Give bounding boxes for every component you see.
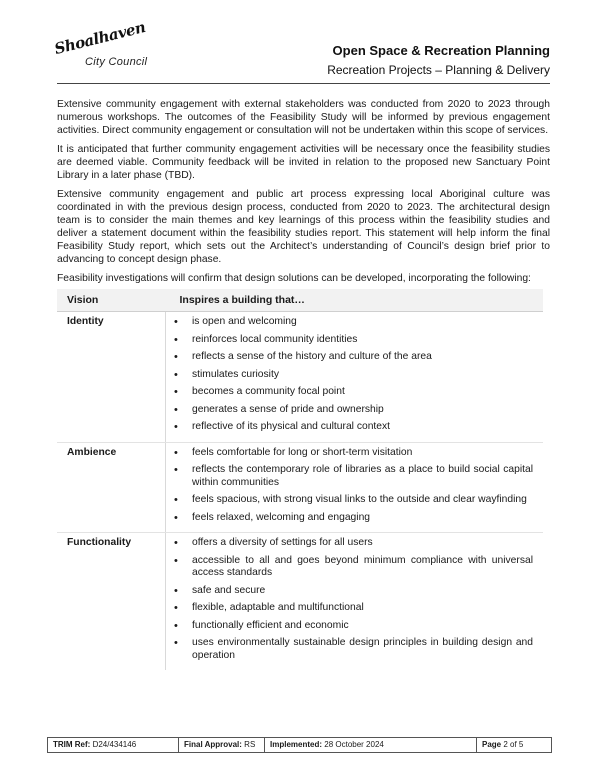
list-item: • flexible, adaptable and multifunctional [170, 602, 533, 615]
footer-approval-value: RS [244, 740, 256, 749]
list-item: • safe and secure [170, 585, 533, 598]
table-header-row [57, 289, 543, 312]
footer-trim-value: D24/434146 [92, 740, 137, 749]
vision-cell: Identity [57, 312, 166, 443]
list-item: • offers a diversity of settings for all users [170, 537, 533, 550]
bullet-list [170, 316, 533, 434]
column-header-inspires: Inspires a building that… [166, 289, 544, 312]
list-item: • reflects the contemporary role of libraries as a place to build social capital within communities [170, 464, 533, 489]
list-item: • feels relaxed, welcoming and engaging [170, 512, 533, 525]
paragraph: Extensive community engagement and public art process expressing local Aboriginal culture was coordinated in with the previous design process, conducted from 2020 to 2023. The architectural design team is to consider the main themes and key learnings of this process within the feasibility studies and deliver a statement document within the feasibility studies report. This statement will help inform the final Feasibility Study report, which sets out the Architect’s understanding of Council’s design brief prior to advancing to concept design phase. [57, 189, 550, 265]
footer-implemented [265, 738, 477, 752]
footer-page-value: 2 of 5 [503, 740, 524, 749]
list-item: • accessible to all and goes beyond minimum compliance with universal access standards [170, 555, 533, 580]
table-row [57, 312, 543, 443]
inspires-cell [166, 533, 544, 671]
table-row [57, 533, 543, 671]
vision-cell: Functionality [67, 537, 132, 548]
list-item: • becomes a community focal point [170, 386, 533, 399]
footer-implemented-value: 28 October 2024 [324, 740, 384, 749]
header-title: Open Space & Recreation Planning [332, 43, 550, 58]
footer-trim-label: TRIM Ref: [53, 740, 91, 749]
inspires-cell [166, 312, 544, 443]
footer-approval [179, 738, 265, 752]
list-item: • reinforces local community identities [170, 334, 533, 347]
list-item: • stimulates curiosity [170, 369, 533, 382]
paragraph: Feasibility investigations will confirm that design solutions can be developed, incorporating the following: [57, 273, 531, 284]
list-item: • feels spacious, with strong visual links to the outside and clear wayfinding [170, 494, 533, 507]
list-item: • is open and welcoming [170, 316, 533, 329]
list-item: • functionally efficient and economic [170, 620, 533, 633]
footer-page-label: Page [482, 740, 502, 749]
list-item: • reflects a sense of the history and culture of the area [170, 351, 533, 364]
bullet-list [170, 537, 533, 662]
footer-page-number [477, 738, 551, 752]
inspires-cell [166, 442, 544, 533]
footer-implemented-label: Implemented: [270, 740, 323, 749]
logo-subtext: City Council [85, 56, 148, 68]
list-item: • uses environmentally sustainable design principles in building design and operation [170, 637, 533, 662]
list-item: • feels comfortable for long or short-term visitation [170, 447, 533, 460]
paragraph: Extensive community engagement with external stakeholders was conducted from 2020 to 2023 through numerous workshops. The outcomes of the Feasibility Study will be informed by previous engagement activities. Direct community engagement or consultation will not be undertaken within this scope of services. [57, 99, 550, 136]
footer-trim-ref [48, 738, 179, 752]
list-item: • reflective of its physical and cultural context [170, 421, 533, 434]
logo-wordmark: Shoalhaven [52, 18, 148, 59]
table-row [57, 442, 543, 533]
header-subtitle: Recreation Projects – Planning & Delivery [327, 63, 550, 77]
bullet-list [170, 447, 533, 525]
page-footer [47, 737, 552, 753]
vision-table [57, 289, 543, 670]
list-item: • generates a sense of pride and ownership [170, 404, 533, 417]
page-header [327, 43, 550, 77]
vision-cell: Ambience [57, 442, 166, 533]
main-content [57, 98, 550, 670]
paragraph: It is anticipated that further community engagement activities will be necessary once the feasibility studies are deemed viable. Community feedback will be invited in relation to the proposed new Sanctuary Point Library in a later phase (TBD). [57, 144, 550, 181]
council-logo [52, 18, 157, 76]
header-divider [57, 83, 550, 84]
footer-approval-label: Final Approval: [184, 740, 242, 749]
column-header-vision: Vision [57, 289, 166, 312]
